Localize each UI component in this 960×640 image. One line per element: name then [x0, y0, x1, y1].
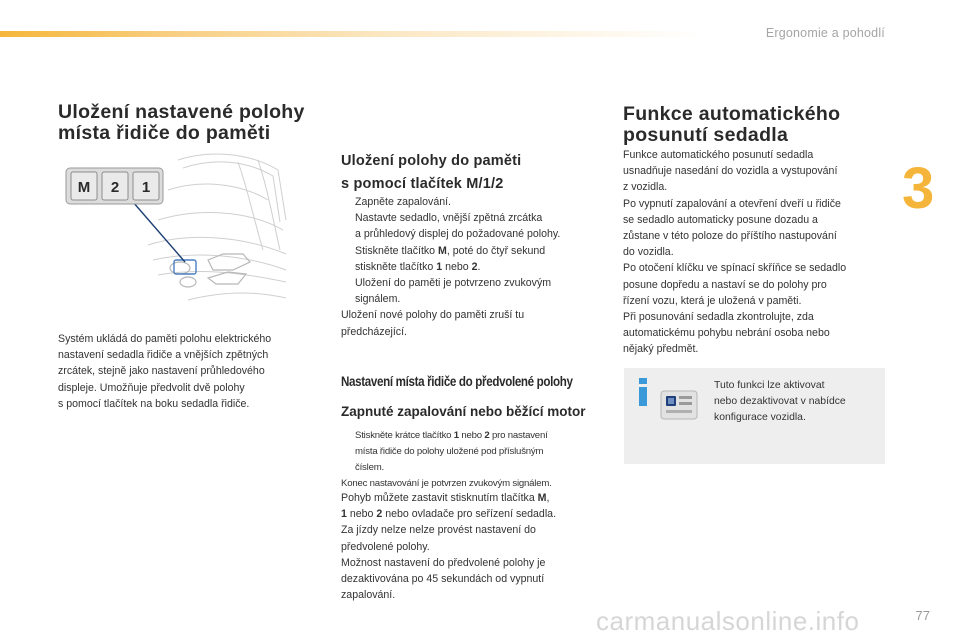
preset-notes: Pohyb můžete zastavit stisknutím tlačítka M, 1 nebo 2 nebo ovladače pro seřízení sedadla. Za jízdy nelze nelze provést nastavení do předvolené polohy. Možnost nastavení do předvolené polohy je dezaktivována po 45 sekundách od vypnutí zapalování.: [341, 492, 557, 602]
memory-steps: Zapněte zapalování. Nastavte sedadlo, vnější zpětná zrcátka a průhledový displej do požadované polohy. Stiskněte tlačítko M, poté do čtyř sekund stiskněte tlačítko 1 nebo 2. Uložení do paměti je potvrzeno zvukovým signálem. Uložení nové polohy do paměti zruší tu předcházející.: [341, 194, 606, 340]
right-title: Funkce automatického posunutí sedadla: [623, 103, 841, 146]
bullet-icon: [341, 428, 355, 476]
bullet-icon: [341, 243, 355, 308]
page-number: 77: [915, 608, 930, 623]
auto-seat-paragraph: Funkce automatického posunutí sedadla usnadňuje nasedání do vozidla a vystupování z vozidla. Po vypnutí zapalování a otevření dveří u řidiče se sedadlo automaticky posune dozadu a zůstane v této poloze do příštího nastupování do vozidla. Po otočení klíčku ve spínací skříňce se sedadlo posune dopředu a nastaví se do polohy pro řízení vozu, která je uložená v paměti. Při posunování sedadla zkontrolujte, zda automatickému pohybu nebrání osoba nebo nějaký předmět.: [623, 149, 847, 356]
list-item: Zapněte zapalování.: [341, 194, 606, 210]
header-accent-bar: [0, 31, 700, 37]
watermark: carmanualsonline.info: [596, 606, 860, 636]
seat-memory-buttons-image: [58, 150, 288, 310]
button-2-label: 2: [110, 179, 120, 196]
list-item: Nastavte sedadlo, vnější zpětná zrcátka a průhledový displej do požadované polohy.: [341, 210, 606, 242]
left-title: Uložení nastavené polohy místa řidiče do paměti: [58, 101, 305, 144]
left-paragraph: Systém ukládá do paměti polohu elektrického nastavení sedadla řidiče a vnějších zpětných zrcátek, stejně jako nastavení průhledového displeje. Umožňuje předvolit dvě polohy s pomocí tlačítek na boku sedadla řidiče.: [58, 333, 272, 410]
list-item: Stiskněte tlačítko M, poté do čtyř sekund stiskněte tlačítko 1 nebo 2. Uložení do paměti je potvrzeno zvukovým signálem.: [341, 243, 606, 308]
bullet-icon: [341, 194, 355, 210]
middle-title: Uložení polohy do paměti s pomocí tlačítek M/1/2: [341, 153, 522, 192]
section-title: Ergonomie a pohodlí: [765, 26, 885, 40]
preset-position-title: Nastavení místa řidiče do předvolené polohy: [341, 374, 573, 389]
info-text: Tuto funkci lze aktivovat nebo dezaktivovat v nabídce konfigurace vozidla.: [714, 380, 846, 424]
chapter-number: 3: [902, 156, 935, 221]
button-m-label: M: [77, 179, 91, 196]
button-1-label: 1: [141, 179, 151, 196]
info-icon: [634, 378, 652, 406]
ignition-on-title: Zapnuté zapalování nebo běžící motor: [341, 404, 586, 419]
bullet-icon: [341, 210, 355, 242]
list-item: Stiskněte krátce tlačítko 1 nebo 2 pro nastavení místa řidiče do polohy uložené pod příslušným číslem.: [341, 428, 611, 476]
preset-steps: Stiskněte krátce tlačítko 1 nebo 2 pro nastavení místa řidiče do polohy uložené pod příslušným číslem. Konec nastavování je potvrzen zvukovým signálem.: [341, 428, 611, 492]
config-menu-icon: [660, 390, 698, 420]
